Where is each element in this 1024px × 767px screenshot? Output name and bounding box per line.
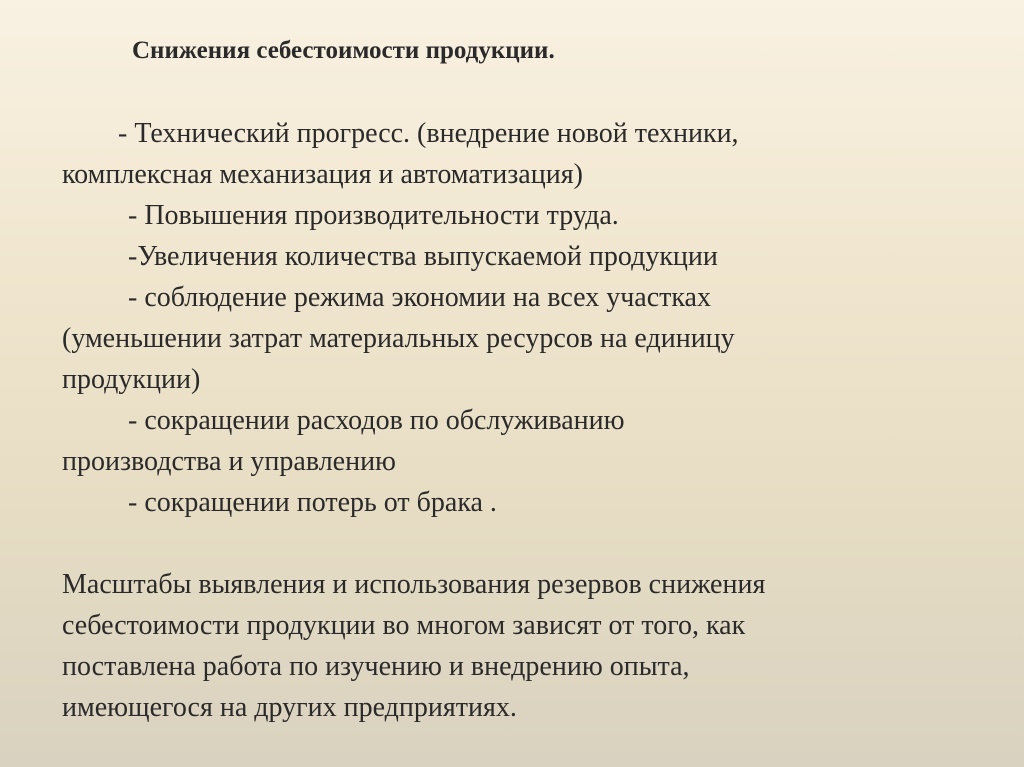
body-line: - Технический прогресс. (внедрение новой техники, bbox=[118, 118, 739, 149]
conclusion-line: себестоимости продукции во многом зависят от того, как bbox=[62, 610, 746, 641]
body-line: - Повышения производительности труда. bbox=[128, 200, 619, 231]
body-line: - сокращении расходов по обслуживанию bbox=[128, 405, 625, 436]
body-line: продукции) bbox=[62, 364, 201, 395]
conclusion-line: Масштабы выявления и использования резервов снижения bbox=[62, 569, 766, 600]
body-line: (уменьшении затрат материальных ресурсов на единицу bbox=[62, 323, 735, 354]
body-line: комплексная механизация и автоматизация) bbox=[62, 159, 583, 190]
body-line: - сокращении потерь от брака . bbox=[128, 487, 497, 518]
body-line: -Увеличения количества выпускаемой продукции bbox=[128, 241, 718, 272]
body-line: производства и управлению bbox=[62, 446, 396, 477]
conclusion-line: имеющегося на других предприятиях. bbox=[62, 692, 517, 723]
body-line: - соблюдение режима экономии на всех участках bbox=[128, 282, 711, 313]
conclusion-line: поставлена работа по изучению и внедрению опыта, bbox=[62, 651, 690, 682]
slide-title: Снижения себестоимости продукции. bbox=[132, 37, 555, 64]
